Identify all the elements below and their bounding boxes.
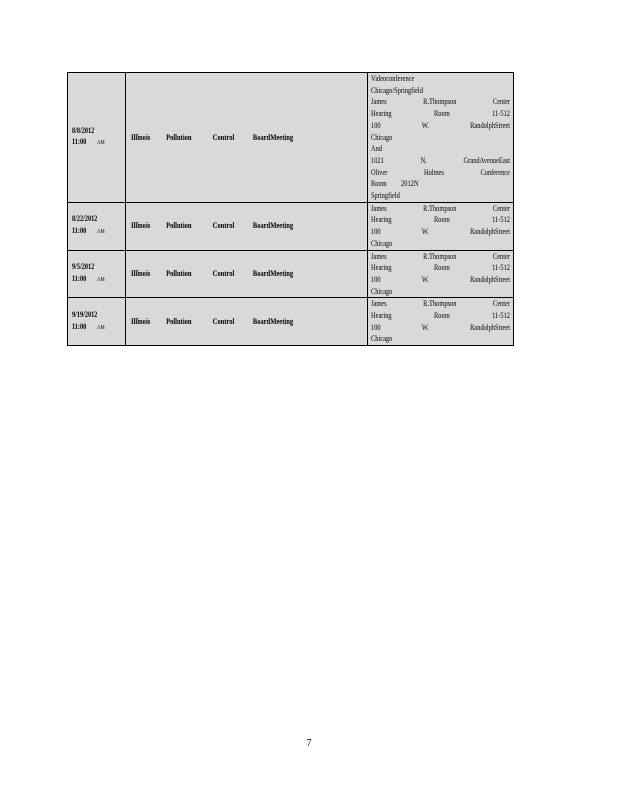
location-word: Room bbox=[434, 311, 450, 321]
location-line bbox=[371, 274, 510, 286]
meeting-title-word: Pollution bbox=[166, 132, 192, 142]
meeting-title-word: BoardMeeting bbox=[252, 316, 294, 326]
location-line bbox=[371, 238, 510, 250]
location-line bbox=[371, 190, 510, 202]
location-word: Hearing bbox=[371, 263, 392, 273]
location-word: W. bbox=[421, 322, 429, 332]
meeting-time: 11:00 bbox=[72, 273, 87, 283]
meeting-location-cell bbox=[368, 298, 514, 346]
location-line bbox=[371, 143, 510, 155]
location-word: Chicago bbox=[371, 238, 393, 248]
meeting-title-word: BoardMeeting bbox=[252, 221, 294, 231]
meeting-row bbox=[68, 73, 514, 203]
location-word: Center bbox=[492, 203, 510, 213]
location-word: Room bbox=[434, 109, 450, 119]
location-word: W. bbox=[421, 227, 429, 237]
meeting-title-word: Control bbox=[212, 132, 235, 142]
location-word: Center bbox=[492, 299, 510, 309]
location-line bbox=[371, 262, 510, 274]
meeting-location-cell bbox=[368, 73, 514, 203]
page-number: 7 bbox=[306, 738, 312, 749]
location-word: Chicago bbox=[371, 334, 393, 344]
location-word: Room bbox=[434, 263, 450, 273]
meeting-location-cell bbox=[368, 250, 514, 298]
meeting-title-word: Illinois bbox=[131, 132, 151, 142]
meeting-title-word: Illinois bbox=[131, 316, 151, 326]
meeting-schedule-body bbox=[68, 73, 514, 346]
meeting-title-word: Pollution bbox=[166, 316, 192, 326]
location-word: Room bbox=[371, 179, 387, 189]
location-word: Center bbox=[492, 251, 510, 261]
location-line bbox=[371, 132, 510, 144]
location-line bbox=[371, 108, 510, 120]
location-line bbox=[371, 322, 510, 334]
meeting-title-word: BoardMeeting bbox=[252, 269, 294, 279]
location-word: R.Thompson bbox=[423, 203, 457, 213]
meeting-title-word: Illinois bbox=[131, 269, 151, 279]
location-word: Hearing bbox=[371, 311, 392, 321]
location-word: James bbox=[371, 251, 387, 261]
meeting-title bbox=[131, 268, 322, 280]
meeting-time: 11:00 bbox=[72, 226, 87, 236]
location-word: 11-512 bbox=[492, 263, 510, 273]
meeting-location-cell bbox=[368, 202, 514, 250]
location-word: GrandAvenueEast bbox=[463, 155, 510, 165]
meeting-date: 8/22/2012 bbox=[72, 214, 98, 224]
location-word: RandolphStreet bbox=[470, 120, 510, 130]
meeting-title bbox=[131, 220, 322, 232]
location-line bbox=[371, 310, 510, 322]
location-word: Chicago/Springfield bbox=[371, 85, 423, 95]
meeting-title-word: Control bbox=[212, 221, 235, 231]
location-word: R.Thompson bbox=[423, 251, 457, 261]
meeting-date: 8/8/2012 bbox=[72, 125, 95, 135]
location-word: 11-512 bbox=[492, 215, 510, 225]
meeting-title-word: Control bbox=[212, 316, 235, 326]
date-time-cell bbox=[68, 298, 126, 346]
meeting-title-word: BoardMeeting bbox=[252, 132, 294, 142]
meeting-title-word: Illinois bbox=[131, 221, 151, 231]
meeting-title-word: Control bbox=[212, 269, 235, 279]
location-word: Oliver bbox=[371, 167, 388, 177]
location-line bbox=[371, 167, 510, 179]
meeting-ampm: AM bbox=[97, 276, 105, 283]
location-line bbox=[371, 203, 510, 215]
location-word: 11-512 bbox=[492, 109, 510, 119]
location-word: James bbox=[371, 203, 387, 213]
location-line bbox=[371, 251, 510, 263]
meeting-title bbox=[131, 316, 322, 328]
location-word: R.Thompson bbox=[423, 97, 457, 107]
meeting-title bbox=[131, 132, 322, 144]
meeting-date: 9/19/2012 bbox=[72, 310, 98, 320]
location-word: RandolphStreet bbox=[470, 274, 510, 284]
location-word: 100 bbox=[371, 322, 381, 332]
location-word: RandolphStreet bbox=[470, 227, 510, 237]
meeting-time-line bbox=[72, 136, 111, 150]
meeting-title-cell bbox=[126, 298, 368, 346]
location-line bbox=[371, 73, 510, 85]
meeting-date: 9/5/2012 bbox=[72, 262, 95, 272]
meeting-time: 11:00 bbox=[72, 321, 87, 331]
date-time-cell bbox=[68, 250, 126, 298]
date-time-cell bbox=[68, 202, 126, 250]
meeting-title-word: Pollution bbox=[166, 221, 192, 231]
location-line bbox=[371, 298, 510, 310]
location-line bbox=[371, 214, 510, 226]
location-line bbox=[371, 96, 510, 108]
location-line bbox=[371, 226, 510, 238]
location-word: 100 bbox=[371, 274, 381, 284]
location-line bbox=[371, 178, 510, 190]
location-line bbox=[371, 333, 510, 345]
location-word: Hearing bbox=[371, 215, 392, 225]
location-word: James bbox=[371, 97, 387, 107]
meeting-time-line bbox=[72, 321, 111, 335]
date-time-cell bbox=[68, 73, 126, 203]
location-word: Videoconference bbox=[371, 74, 415, 83]
location-word: 2012N bbox=[401, 179, 419, 189]
meeting-title-cell bbox=[126, 202, 368, 250]
location-word: Springfield bbox=[371, 191, 400, 201]
meeting-ampm: AM bbox=[97, 229, 105, 236]
location-word: 100 bbox=[371, 120, 381, 130]
location-line bbox=[371, 286, 510, 298]
meeting-ampm: AM bbox=[97, 324, 105, 331]
location-line bbox=[371, 155, 510, 167]
location-word: W. bbox=[421, 120, 429, 130]
location-word: James bbox=[371, 299, 387, 309]
location-word: Holmes bbox=[423, 167, 444, 177]
location-line bbox=[371, 120, 510, 132]
location-word: N. bbox=[420, 155, 427, 165]
location-word: Center bbox=[492, 97, 510, 107]
meeting-row bbox=[68, 298, 514, 346]
location-word: Chicago bbox=[371, 286, 393, 296]
location-word: RandolphStreet bbox=[470, 322, 510, 332]
location-word: 11-512 bbox=[492, 311, 510, 321]
meeting-schedule-table bbox=[67, 72, 514, 346]
location-word: R.Thompson bbox=[423, 299, 457, 309]
meeting-title-word: Pollution bbox=[166, 269, 192, 279]
location-word: Room bbox=[434, 215, 450, 225]
meeting-title-cell bbox=[126, 73, 368, 203]
location-line bbox=[371, 85, 510, 97]
meeting-row bbox=[68, 202, 514, 250]
location-word: Conference bbox=[480, 167, 510, 177]
meeting-time-line bbox=[72, 225, 111, 239]
meeting-time: 11:00 bbox=[72, 137, 87, 147]
meeting-time-line bbox=[72, 273, 111, 287]
location-word: Chicago bbox=[371, 132, 393, 142]
location-word: 100 bbox=[371, 227, 381, 237]
meeting-row bbox=[68, 250, 514, 298]
location-word: And bbox=[371, 144, 383, 154]
location-word: 1021 bbox=[371, 155, 384, 165]
location-word: W. bbox=[421, 274, 429, 284]
meeting-ampm: AM bbox=[97, 140, 105, 147]
meeting-title-cell bbox=[126, 250, 368, 298]
location-word: Hearing bbox=[371, 109, 392, 119]
